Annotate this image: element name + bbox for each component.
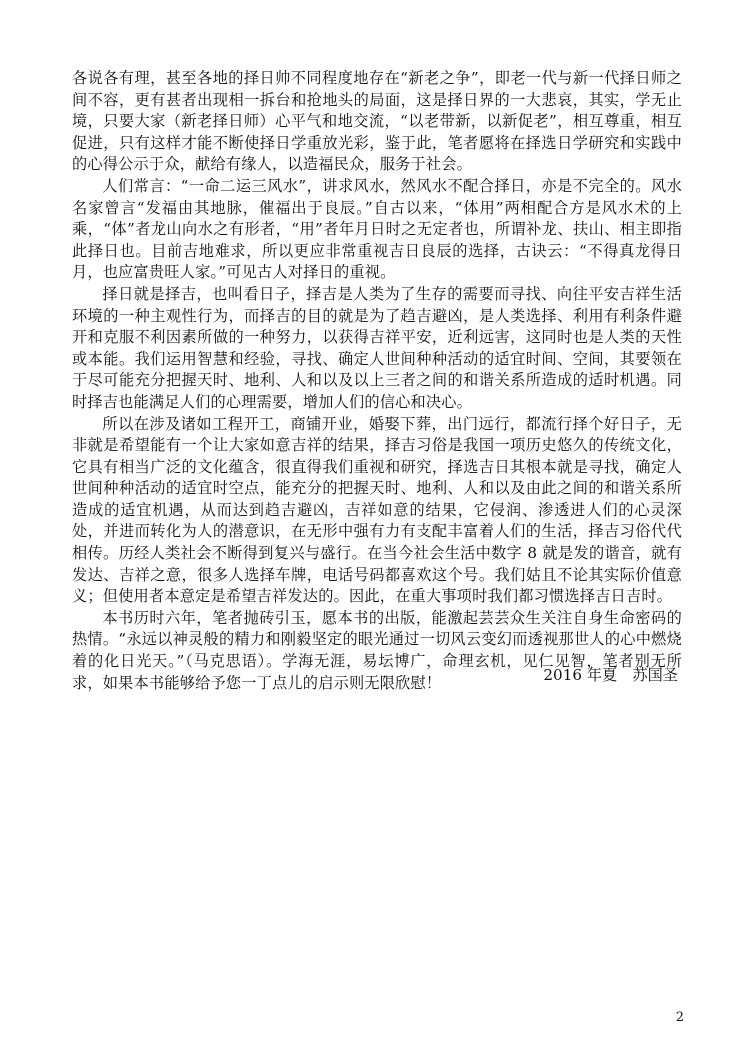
signature-date-author: 2016 年夏 苏国圣 — [543, 666, 678, 684]
body-text — [72, 68, 682, 694]
paragraph-5: 本书历时六年，笔者抛砖引玉，愿本书的出版，能激起芸芸众生关注自身生命密码的热情。“永远以神灵般的精力和刚毅坚定的眼光通过一切风云变幻而透视那世人的心中燃烧着的化日光天。”（马克思语）。学海无涯，易坛博广，命理玄机，见仁见智，笔者别无所求，如果本书能够给予您一丁点儿的启示则无限欣慰！ — [72, 608, 682, 692]
page-number: 2 — [675, 1010, 684, 1025]
paragraph-2: 人们常言：“一命二运三风水”，讲求风水，然风水不配合择日，亦是不完全的。风水名家曾言“发福由其地脉，催福出于良辰。”自古以来，“体用”两相配合方是风水术的上乘，“体”者龙山向水之有形者，“用”者年月日时之无定者也，所谓补龙、扶山、相主即指此择日也。目前吉地难求，所以更应非常重视吉日良辰的选择，古诀云：“不得真龙得日月，也应富贵旺人家。”可见古人对择日的重视。 — [72, 176, 682, 282]
paragraph-1: 各说各有理，甚至各地的择日帅不同程度地存在“新老之争”，即老一代与新一代择日师之间不容，更有甚者出现相一拆台和抢地头的局面，这是择日界的一大悲哀，其实，学无止境，只要大家（新老择日师）心平气和地交流，“以老带新，以新促老”，相互尊重，相互促进，只有这样才能不断使择日学重放光彩，鉴于此，笔者愿将在择选日学研究和实践中的心得公示于众，献给有缘人，以造福民众，服务于社会。 — [72, 69, 682, 174]
paragraph-3: 择日就是择吉，也叫看日子，择吉是人类为了生存的需要而寻找、向往平安吉祥生活环境的一种主观性行为，而择吉的目的就是为了趋吉避凶，是人类选择、利用有利条件避开和克服不利因素所做的一种努力，以获得吉祥平安，近利远害，这同时也是人类的天性或本能。我们运用智慧和经验，寻找、确定人世间种种活动的适宜时间、空间，其要领在于尽可能充分把握天时、地利、人和以及以上三者之间的和谐关系所造成的适时机遇。同时择吉也能满足人们的心理需要，增加人们的信心和决心。 — [72, 284, 682, 411]
paragraph-4: 所以在涉及诸如工程开工，商铺开业，婚娶下葬，出门远行，都流行择个好日子，无非就是希望能有一个让大家如意吉祥的结果，择吉习俗是我国一项历史悠久的传统文化，它具有相当广泛的文化蕴含，很直得我们重视和研究，择选吉日其根本就是寻找，确定人世间种种活动的适宜时空点，能充分的把握天时、地利、人和以及由此之间的和谐关系所造成的适宜机遇，从而达到趋吉避凶，吉祥如意的结果，它侵润、渗透进人们的心灵深处，并进而转化为人的潜意识，在无形中强有力有支配丰富着人们的生活，择吉习俗代代相传。历经人类社会不断得到复兴与盛行。在当今社会生活中数字 8 就是发的谐音，就有发达、吉祥之意，很多人选择车牌，电话号码都喜欢这个号。我们姑且不论其实际价值意义；但使用者本意定是希望吉祥发达的。因此，在重大事项时我们都习惯选择吉日吉时。 — [72, 414, 682, 606]
